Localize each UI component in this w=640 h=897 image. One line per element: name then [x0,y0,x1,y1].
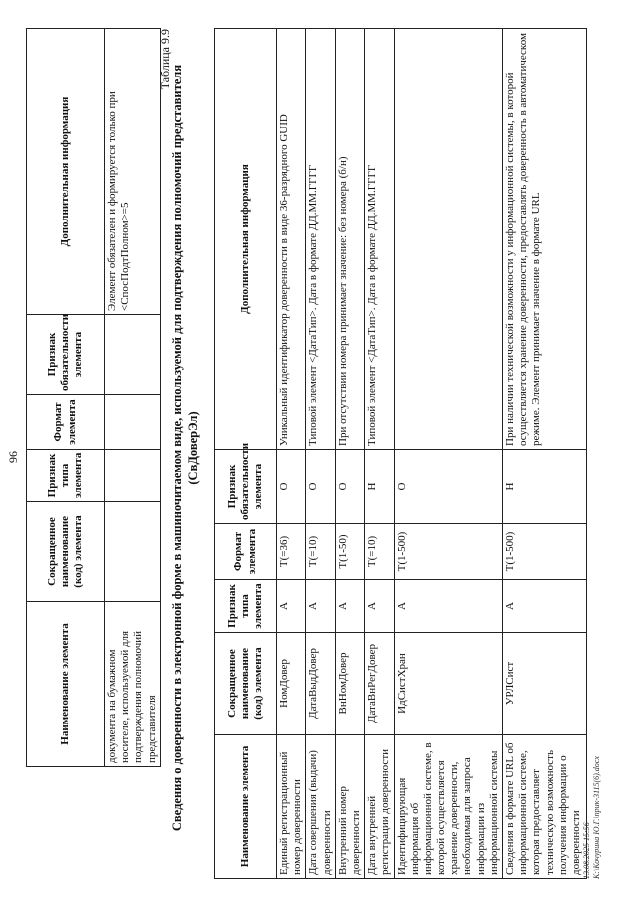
cell: УРЛСист [503,633,587,735]
cell: О [277,450,306,524]
cell: При отсутствии номера принимает значение: без номера (б/н) [335,29,364,450]
footer-path: К:\Кочурина Ю.Г.\прик-3115(6).docx [591,756,601,879]
cell: Н [365,450,394,524]
cell: Т(1-500) [503,524,587,580]
header-format: Формат элемента [27,395,105,450]
table-title: Сведения о доверенности в электронной форме в машиночитаемом виде, используемой для подтверждения полномочий представителя (СвДоверЭл) [170,64,200,832]
cell [105,315,161,395]
header-required: Признак обязательности элемента [27,315,105,395]
cell: Т(=36) [277,524,306,580]
cell: Типовой элемент <ДатаТип>. Дата в формате ДД.ММ.ГГГГ [365,29,394,450]
table-row [306,29,335,879]
cell: Элемент обязателен и формируется только при <СпосПодтПолном>=5 [105,29,161,315]
table-row [365,29,394,879]
header-format: Формат элемента [215,524,277,580]
table-row [394,29,503,879]
cell: А [335,580,364,633]
cell: А [365,580,394,633]
page-number: 96 [6,451,20,463]
header-info: Дополнительная информация [27,29,105,315]
cell: Уникальный идентификатор доверенности в виде 36-разрядного GUID [277,29,306,450]
footer-stamp [582,756,601,879]
header-name: Наименование элемента [27,602,105,767]
top-table [26,28,161,767]
table-row [335,29,364,879]
table-number: Таблица 9.9 [158,29,172,90]
header-type: Признак типа элемента [215,580,277,633]
cell [105,450,161,502]
cell: При наличии технической возможности у информационной системы, в которой осуществляется хранение доверенности, предоставлять доверенность в автоматическом режиме. Элемент принимает значение в формате URL [503,29,587,450]
cell: Сведения в формате URL об информационной системе, которая предоставляет техническую возможность получения информации о доверенности [503,735,587,879]
cell: Т(1-50) [335,524,364,580]
cell: А [306,580,335,633]
cell: ИдСистХран [394,633,503,735]
cell: О [306,450,335,524]
cell: А [277,580,306,633]
cell: Т(=10) [306,524,335,580]
cell: ДатаВнРегДовер [365,633,394,735]
cell: А [394,580,503,633]
cell: НомДовер [277,633,306,735]
cell: А [503,580,587,633]
main-table [214,28,587,879]
cell: Внутренний номер доверенности [335,735,364,879]
table-row [503,29,587,879]
top-table-header [27,29,105,767]
cell: Т(1-500) [394,524,503,580]
cell: Типовой элемент <ДатаТип>. Дата в формате ДД.ММ.ГГГГ [306,29,335,450]
cell: документа на бумажном носителе, используемой для подтверждения полномочий представителя [105,602,161,767]
header-code: Сокращенное наименование (код) элемента [215,633,277,735]
header-name: Наименование элемента [215,735,277,879]
cell: О [394,450,503,524]
cell: Н [503,450,587,524]
cell: Т(=10) [365,524,394,580]
table-row [277,29,306,879]
cell: О [335,450,364,524]
header-info: Дополнительная информация [215,29,277,450]
header-type: Признак типа элемента [27,450,105,502]
cell: Идентифицирующая информация об информационной системе, в которой осуществляется хранение доверенности, необходимая для запроса информации из информационной системы [394,735,503,879]
cell [105,502,161,602]
cell: Единый регистрационный номер доверенности [277,735,306,879]
cell: Дата внутренней регистрации доверенности [365,735,394,879]
cell [394,29,503,450]
header-code: Сокращенное наименование (код) элемента [27,502,105,602]
footer-date: 13.08.2025 15:56 [582,822,591,879]
cell: Дата совершения (выдачи) доверенности [306,735,335,879]
table-row [105,29,161,767]
cell: ВнНомДовер [335,633,364,735]
header-required: Признак обязательности элемента [215,450,277,524]
main-table-header [215,29,277,879]
cell: ДатаВыдДовер [306,633,335,735]
cell [105,395,161,450]
